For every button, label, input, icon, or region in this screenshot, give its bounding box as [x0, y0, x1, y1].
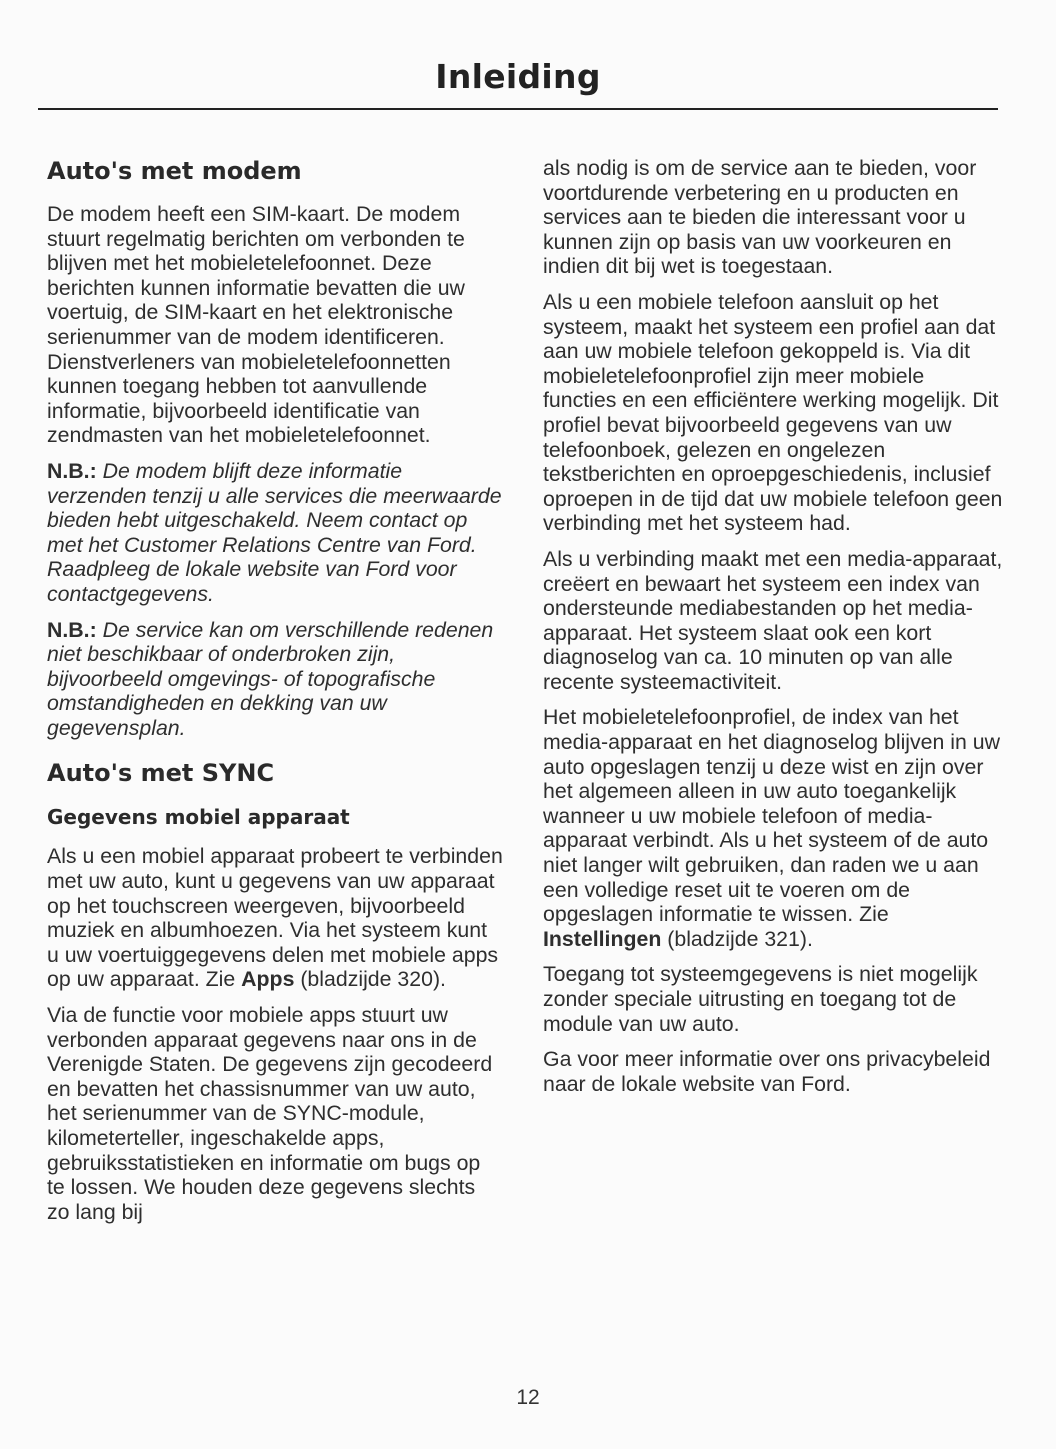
- page-title: Inleiding: [435, 57, 601, 96]
- right-column: [543, 156, 1003, 1107]
- page-reference: (bladzijde 320).: [294, 967, 446, 992]
- section-heading-modem: Auto's met modem: [47, 157, 302, 185]
- page-header: [38, 52, 998, 110]
- section-heading-sync: Auto's met SYNC: [47, 759, 275, 788]
- phone-profile-paragraph: Als u een mobiele telefoon aansluit op het systeem, maakt het systeem een profiel aan dat aan uw mobiele telefoon gekoppeld is. Via dit mobieletelefoonprofiel zijn meer mobiele functies en een efficiëntere werking mogelijk. Dit profiel bevat bijvoorbeeld gegevens van uw telefoonboek, gelezen en ongelezen tekstberichten en oproepgeschiedenis, inclusief oproepen in de tijd dat uw mobiele telefoon geen verbinding met het systeem had.: [543, 289, 1003, 536]
- paragraph-text: Het mobieletelefoonprofiel, de index van het media-apparaat en het diagnoselog blijven in uw auto opgeslagen tenzij u deze wist en zijn over het algemeen alleen in uw auto toegankelijk wanneer u uw mobiele telefoon of media-apparaat verbindt. Als u het systeem of de auto niet langer wilt gebruiken, dan raden we u aan een volledige reset uit te voeren om de opgeslagen informatie te wissen. Zie: [543, 705, 1001, 927]
- note-text: De modem blijft deze informatie verzenden tenzij u alle services die meerwaarde bieden hebt uitgeschakeld. Neem contact op met het Customer Relations Centre van Ford. Raadpleeg de lokale website van Ford voor contactgegevens.: [47, 458, 502, 606]
- paragraph-text: Als u een mobiel apparaat probeert te verbinden met uw auto, kunt u gegevens van uw apparaat op het touchscreen weergeven, bijvoorbeeld muziek en albumhoezen. Via het systeem kunt u uw voertuiggegevens delen met mobiele apps op uw apparaat. Zie: [47, 844, 503, 992]
- media-device-paragraph: Als u verbinding maakt met een media-apparaat, creëert en bewaart het systeem een index van ondersteunde mediabestanden op het media-apparaat. Het systeem slaat ook een kort diagnoselog van ca. 10 minuten op van alle recente systeemactiviteit.: [543, 546, 1003, 694]
- note-paragraph: [47, 618, 503, 741]
- page-reference: (bladzijde 321).: [661, 926, 813, 951]
- storage-paragraph: [543, 705, 1003, 951]
- continued-paragraph: als nodig is om de service aan te bieden, voor voortdurende verbetering en u producten en services aan te bieden die interessant voor u kunnen zijn op basis van uw voorkeuren en indien dit bij wet is toegestaan.: [543, 156, 977, 279]
- mobile-apps-paragraph: Via de functie voor mobiele apps stuurt uw verbonden apparaat gegevens naar ons in de Verenigde Staten. De gegevens zijn gecodeerd en bevatten het chassisnummer van uw auto, het serienummer van de SYNC-module, kilometerteller, ingeschakelde apps, gebruiksstatistieken en informatie om bugs op te lossen. We houden deze gegevens slechts zo lang bij: [47, 1003, 493, 1224]
- left-column: [47, 152, 503, 1235]
- note-label: N.B.:: [47, 458, 97, 483]
- modem-paragraph: De modem heeft een SIM-kaart. De modem stuurt regelmatig berichten om verbonden te blijven met het mobieletelefoonnet. Deze berichten kunnen informatie bevatten die uw voertuig, de SIM-kaart en het elektronische serienummer van de modem identificeren. Dienstverleners van mobieletelefoonnetten kunnen toegang hebben tot aanvullende informatie, bijvoorbeeld identificatie van zendmasten van het mobieletelefoonnet.: [47, 202, 465, 448]
- apps-link[interactable]: Apps: [241, 967, 295, 992]
- mobile-device-paragraph: [47, 844, 503, 992]
- subsection-heading-mobile-data: Gegevens mobiel apparaat: [47, 805, 350, 830]
- settings-link[interactable]: Instellingen: [543, 926, 662, 951]
- note-paragraph: [47, 459, 503, 607]
- page-number: 12: [516, 1386, 540, 1409]
- privacy-info-paragraph: Ga voor meer informatie over ons privacybeleid naar de lokale website van Ford.: [543, 1047, 991, 1096]
- system-access-paragraph: Toegang tot systeemgegevens is niet mogelijk zonder speciale uitrusting en toegang tot de module van uw auto.: [543, 962, 978, 1036]
- note-label: N.B.:: [47, 617, 97, 642]
- note-text: De service kan om verschillende redenen niet beschikbaar of onderbroken zijn, bijvoorbeeld omgevings- of topografische omstandigheden en dekking van uw gegevensplan.: [47, 617, 494, 740]
